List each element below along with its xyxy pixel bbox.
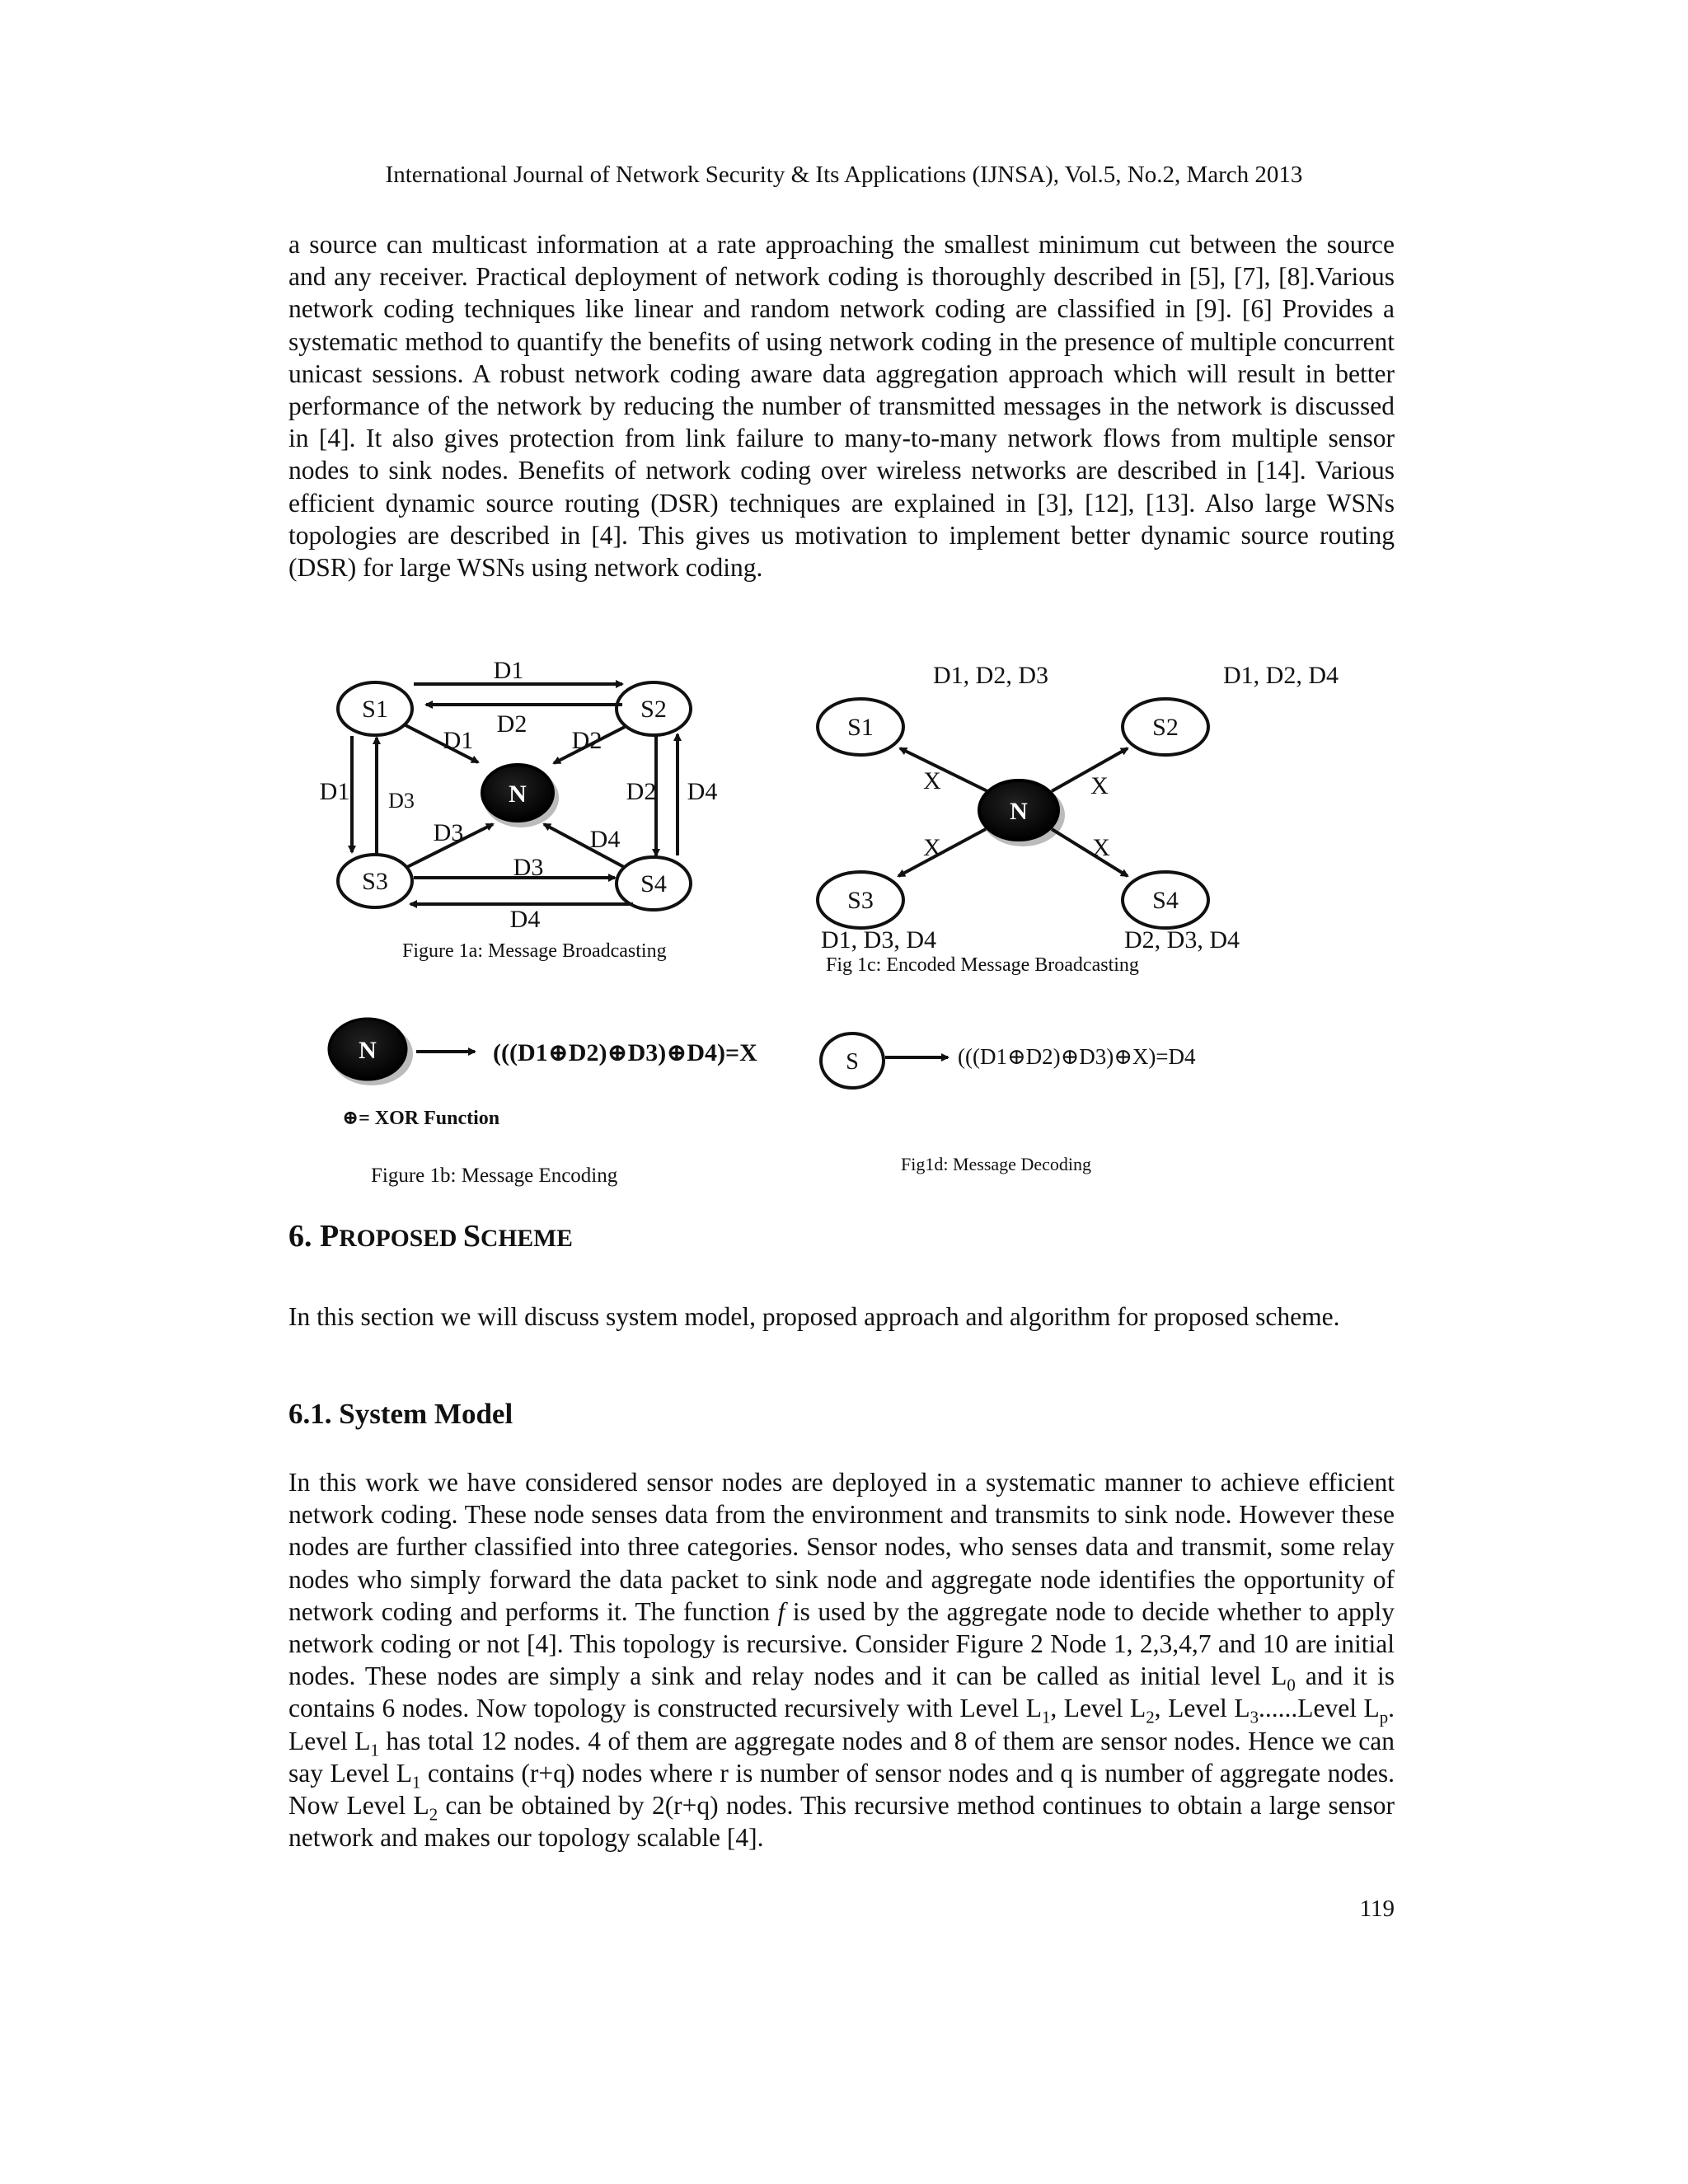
running-header: International Journal of Network Security & Its Applications (IJNSA), Vol.5, No.2, March 2013: [385, 162, 1303, 188]
fig1a-edge-label: D1: [493, 657, 524, 684]
fig1a-edge-label: D3: [433, 819, 464, 846]
fig1a-label-s1: S1: [362, 696, 388, 723]
fig1b-equation: (((D1⊕D2)⊕D3)⊕D4)=X: [493, 1039, 757, 1066]
fig1a-edge-label: D3: [513, 854, 544, 881]
fig1a-label-n: N: [509, 780, 527, 808]
fig1a-label-s3: S3: [362, 868, 388, 895]
fig1a-caption: Figure 1a: Message Broadcasting: [402, 940, 667, 962]
fig1c-edge-label: X: [1090, 772, 1109, 799]
fig1a-edge-label: D2: [626, 778, 657, 805]
intro-paragraph: a source can multicast information at a rate approaching the smallest minimum cut between the source and any receiver. Practical deployment of network coding is thoroughly described in [5], [7], [8].Various network coding techniques like linear and random network coding are classified in [9]. [6] Provides a systematic method to quantify the benefits of using network coding in the presence of multiple concurrent unicast sessions. A robust network coding aware data aggregation approach which will result in better performance of the network by reducing the number of transmitted messages in the network is discussed in [4]. It also gives protection from link failure to many-to-many network flows from multiple sensor nodes to sink nodes. Benefits of network coding over wireless networks are described in [14]. Various efficient dynamic source routing (DSR) techniques are explained in [3], [12], [13]. Also large WSNs topologies are described in [4]. This gives us motivation to implement better dynamic source routing (DSR) for large WSNs using network coding.: [288, 230, 1395, 583]
fig1c-edge-label: X: [923, 767, 941, 794]
section-heading: 6. PROPOSED SCHEME: [288, 1219, 573, 1254]
fig1c-node-data: D1, D2, D4: [1223, 662, 1339, 689]
fig1c-label-s3: S3: [847, 887, 874, 914]
fig1d-label-s: S: [846, 1049, 859, 1075]
fig1a-edge-label: D4: [509, 906, 541, 933]
fig1c-label-s1: S1: [847, 714, 874, 741]
figure-1d: [821, 1033, 948, 1088]
page-number: 119: [1359, 1896, 1395, 1922]
fig1a-edge-label: D4: [589, 826, 621, 853]
fig1a-label-s4: S4: [640, 870, 667, 898]
fig1a-edge-label: D1: [319, 778, 350, 805]
fig1a-edge-label: D3: [388, 789, 415, 813]
xor-legend: ⊕= XOR Function: [342, 1108, 500, 1129]
fig1c-node-data: D1, D2, D3: [933, 662, 1048, 689]
system-model-paragraph: In this work we have considered sensor nodes are deployed in a systematic manner to achieve efficient network coding. These node senses data from the environment and transmits to sink node. However these nodes are further classified into three categories. Sensor nodes, who senses data and transmit, some relay nodes who simply forward the data packet to sink node and aggregate node identifies the opportunity of network coding and performs it. The function f is used by the aggregate node to decide whether to apply network coding or not [4]. This topology is recursive. Consider Figure 2 Node 1, 2,3,4,7 and 10 are initial nodes. These nodes are simply a sink and relay nodes and it can be called as initial level $L_0$ and it is contains 6 nodes. Now topology is constructed recursively with Level $L_1$, Level $L_2$, Level $L_3......Level$ $L_p$. Level $L_1$ has total 12 nodes. 4 of them are aggregate nodes and 8 of them are sensor nodes. Hence we can say Level $L_1$ contains (r+q) nodes where r is number of sensor nodes and q is number of aggregate nodes. Now Level $L_2$ can be obtained by 2(r+q) nodes. This recursive method continues to obtain a large sensor network and makes our topology scalable [4].: [288, 1468, 1395, 1853]
fig1c-label-s4: S4: [1152, 887, 1179, 914]
fig1b-caption: Figure 1b: Message Encoding: [371, 1165, 618, 1187]
fig1c-label-s2: S2: [1152, 714, 1179, 741]
fig1c-node-data: D1, D3, D4: [821, 926, 936, 954]
fig1a-label-s2: S2: [640, 696, 667, 723]
fig1c-edge-label: X: [1092, 834, 1110, 861]
section-intro-paragraph: In this section we will discuss system model, proposed approach and algorithm for proposed scheme.: [288, 1302, 1340, 1331]
fig1b-label-n: N: [359, 1037, 377, 1064]
fig1d-caption: Fig1d: Message Decoding: [901, 1154, 1091, 1174]
fig1a-edge-label: D2: [571, 727, 603, 754]
fig1c-label-n: N: [1010, 798, 1028, 825]
fig1c-edge-label: X: [923, 834, 941, 861]
fig1a-edge-label: D4: [687, 778, 718, 805]
fig1c-node-data: D2, D3, D4: [1124, 926, 1240, 954]
fig1a-edge-label: D1: [443, 727, 474, 754]
fig1c-caption: Fig 1c: Encoded Message Broadcasting: [826, 954, 1139, 976]
figure-1b: [329, 1019, 475, 1085]
fig1a-edge-label: D2: [496, 710, 528, 738]
fig1d-equation: (((D1⊕D2)⊕D3)⊕X)=D4: [958, 1044, 1196, 1069]
subsection-heading: 6.1. System Model: [288, 1398, 513, 1430]
